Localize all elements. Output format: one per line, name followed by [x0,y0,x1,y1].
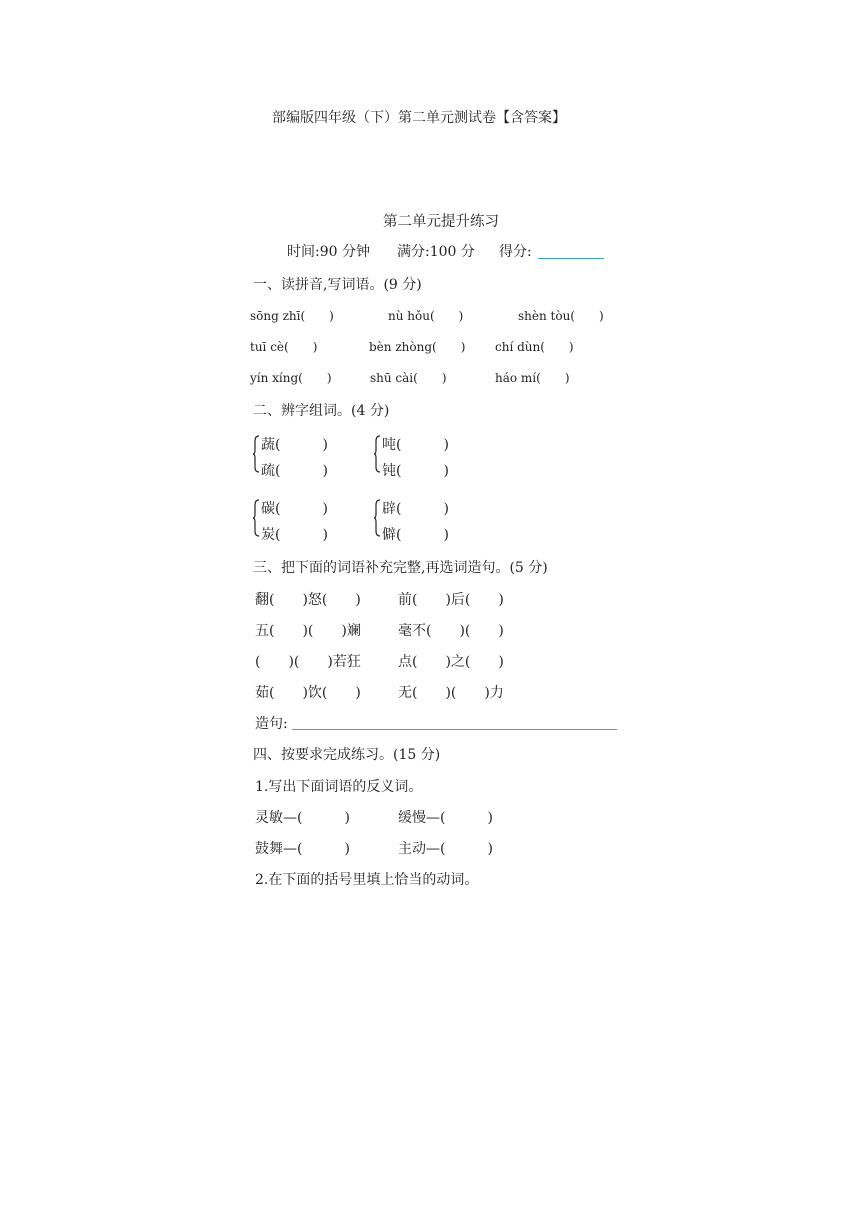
word-pair-item[interactable]: 钝( ) [382,463,449,479]
idiom-item[interactable]: 五( )( )斓 [255,623,361,639]
time-limit: 时间:90 分钟 [287,244,370,260]
q2-heading: 二、辨字组词。(4 分) [253,403,390,419]
antonym-item[interactable]: 鼓舞—( ) [255,841,350,857]
full-score: 满分:100 分 [397,244,475,260]
pinyin-item[interactable]: sōng zhī( ) [250,309,334,323]
sentence-label: 造句: [255,716,288,732]
score-label: 得分: [499,244,532,260]
q4-sub2: 2.在下面的括号里填上恰当的动词。 [255,872,479,888]
idiom-item[interactable]: 无( )( )力 [398,685,504,701]
brace-icon [374,499,379,537]
antonym-item[interactable]: 缓慢—( ) [398,810,493,826]
brace-icon [253,499,258,537]
idiom-item[interactable]: 翻( )怒( ) [255,592,361,608]
word-pair-item[interactable]: 炭( ) [261,527,328,543]
pinyin-item[interactable]: yín xíng( ) [250,371,332,385]
word-pair-item[interactable]: 碳( ) [261,501,328,517]
brace-icon [374,435,379,473]
section-title: 第二单元提升练习 [383,214,499,230]
idiom-item[interactable]: 点( )之( ) [398,654,504,670]
word-pair-item[interactable]: 蔬( ) [261,437,328,453]
document-title: 部编版四年级（下）第二单元测试卷【含答案】 [272,110,566,126]
pinyin-item[interactable]: tuī cè( ) [250,340,318,354]
idiom-item[interactable]: 茹( )饮( ) [255,685,361,701]
pinyin-item[interactable]: nù hǒu( ) [388,309,464,323]
q4-heading: 四、按要求完成练习。(15 分) [253,747,441,763]
idiom-item[interactable]: 毫不( )( ) [398,623,504,639]
pinyin-item[interactable]: shèn tòu( ) [518,309,604,323]
antonym-item[interactable]: 主动—( ) [398,841,493,857]
q1-heading: 一、读拼音,写词语。(9 分) [253,277,422,293]
pinyin-item[interactable]: bèn zhòng( ) [369,340,466,354]
pinyin-item[interactable]: shū cài( ) [370,371,447,385]
word-pair-item[interactable]: 辟( ) [382,501,449,517]
score-blank[interactable] [538,258,604,259]
sentence-blank[interactable] [292,729,617,730]
word-pair-item[interactable]: 疏( ) [261,463,328,479]
q3-heading: 三、把下面的词语补充完整,再选词造句。(5 分) [253,560,548,576]
q4-sub1: 1.写出下面词语的反义词。 [255,779,423,795]
idiom-item[interactable]: ( )( )若狂 [255,654,361,670]
pinyin-item[interactable]: chí dùn( ) [495,340,574,354]
word-pair-item[interactable]: 吨( ) [382,437,449,453]
idiom-item[interactable]: 前( )后( ) [398,592,504,608]
word-pair-item[interactable]: 僻( ) [382,527,449,543]
pinyin-item[interactable]: háo mí( ) [495,371,570,385]
antonym-item[interactable]: 灵敏—( ) [255,810,350,826]
brace-icon [253,435,258,473]
